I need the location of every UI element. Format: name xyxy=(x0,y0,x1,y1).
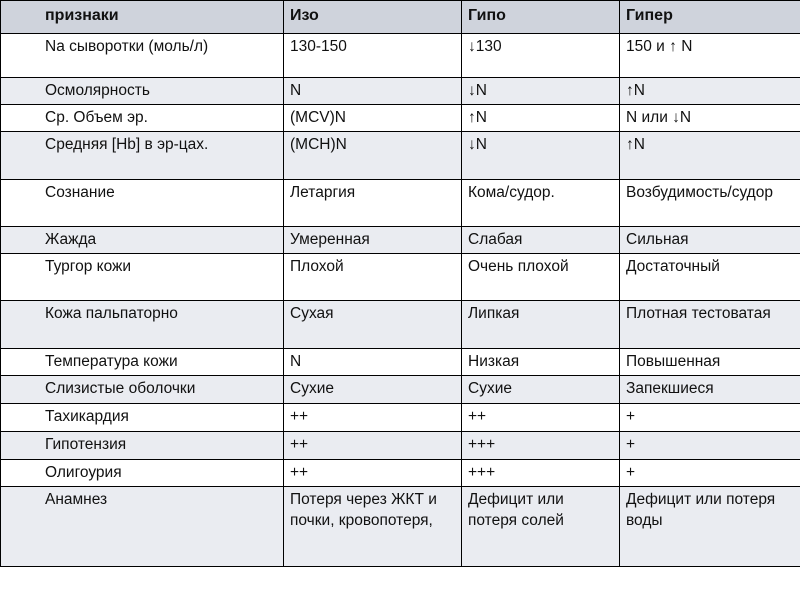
cell-hyper: Возбудимость/судор xyxy=(620,180,800,227)
header-hypo: Гипо xyxy=(462,1,620,34)
table-row xyxy=(1,487,800,567)
table-row xyxy=(1,132,800,180)
cell-iso: Плохой xyxy=(284,254,462,301)
cell-hyper: Дефицит или потеря воды xyxy=(620,487,800,567)
table-row xyxy=(1,34,800,78)
cell-hyper: Повышенная xyxy=(620,349,800,376)
cell-iso: ++ xyxy=(284,460,462,487)
cell-hyper: N или ↓N xyxy=(620,105,800,132)
cell-iso: Потеря через ЖКТ и почки, кровопотеря, xyxy=(284,487,462,567)
cell-hyper: Плотная тестоватая xyxy=(620,301,800,349)
cell-iso: 130-150 xyxy=(284,34,462,78)
row-label: Слизистые оболочки xyxy=(1,376,284,404)
table-row xyxy=(1,105,800,132)
row-label: Анамнез xyxy=(1,487,284,567)
table-row xyxy=(1,460,800,487)
cell-hypo: ↓N xyxy=(462,132,620,180)
cell-hypo: Сухие xyxy=(462,376,620,404)
table-row xyxy=(1,254,800,301)
cell-hypo: ++ xyxy=(462,404,620,432)
cell-hypo: Слабая xyxy=(462,227,620,254)
row-label: Жажда xyxy=(1,227,284,254)
row-label: Гипотензия xyxy=(1,432,284,460)
cell-hyper: Сильная xyxy=(620,227,800,254)
cell-hyper: Запекшиеся xyxy=(620,376,800,404)
cell-iso: N xyxy=(284,78,462,105)
table-row xyxy=(1,404,800,432)
row-label: Олигоурия xyxy=(1,460,284,487)
cell-hypo: Кома/судор. xyxy=(462,180,620,227)
table-row xyxy=(1,301,800,349)
cell-hypo: Низкая xyxy=(462,349,620,376)
row-label: Ср. Объем эр. xyxy=(1,105,284,132)
cell-iso: Умеренная xyxy=(284,227,462,254)
cell-hypo: ↓130 xyxy=(462,34,620,78)
cell-hypo: +++ xyxy=(462,432,620,460)
cell-hypo: +++ xyxy=(462,460,620,487)
header-row xyxy=(1,1,800,34)
table-row xyxy=(1,180,800,227)
cell-hypo: Дефицит или потеря солей xyxy=(462,487,620,567)
table-row xyxy=(1,432,800,460)
row-label: Тургор кожи xyxy=(1,254,284,301)
cell-iso: Сухая xyxy=(284,301,462,349)
cell-hypo: ↑N xyxy=(462,105,620,132)
cell-hypo: Очень плохой xyxy=(462,254,620,301)
cell-hyper: 150 и ↑ N xyxy=(620,34,800,78)
table-row xyxy=(1,376,800,404)
row-label: Температура кожи xyxy=(1,349,284,376)
cell-iso: ++ xyxy=(284,432,462,460)
table-row xyxy=(1,227,800,254)
header-hyper: Гипер xyxy=(620,1,800,34)
row-label: Тахикардия xyxy=(1,404,284,432)
table-row xyxy=(1,78,800,105)
cell-iso: Сухие xyxy=(284,376,462,404)
cell-hypo: Липкая xyxy=(462,301,620,349)
cell-iso: (MCV)N xyxy=(284,105,462,132)
cell-iso: N xyxy=(284,349,462,376)
row-label: Осмолярность xyxy=(1,78,284,105)
cell-hyper: + xyxy=(620,460,800,487)
table-row xyxy=(1,349,800,376)
cell-iso: Летаргия xyxy=(284,180,462,227)
cell-hyper: ↑N xyxy=(620,78,800,105)
cell-hyper: + xyxy=(620,404,800,432)
header-signs: признаки xyxy=(1,1,284,34)
cell-hyper: + xyxy=(620,432,800,460)
header-iso: Изо xyxy=(284,1,462,34)
cell-hyper: Достаточный xyxy=(620,254,800,301)
row-label: Средняя [Hb] в эр-цах. xyxy=(1,132,284,180)
cell-hyper: ↑N xyxy=(620,132,800,180)
cell-iso: (MCH)N xyxy=(284,132,462,180)
cell-hypo: ↓N xyxy=(462,78,620,105)
cell-iso: ++ xyxy=(284,404,462,432)
row-label: Na сыворотки (моль/л) xyxy=(1,34,284,78)
row-label: Сознание xyxy=(1,180,284,227)
row-label: Кожа пальпаторно xyxy=(1,301,284,349)
